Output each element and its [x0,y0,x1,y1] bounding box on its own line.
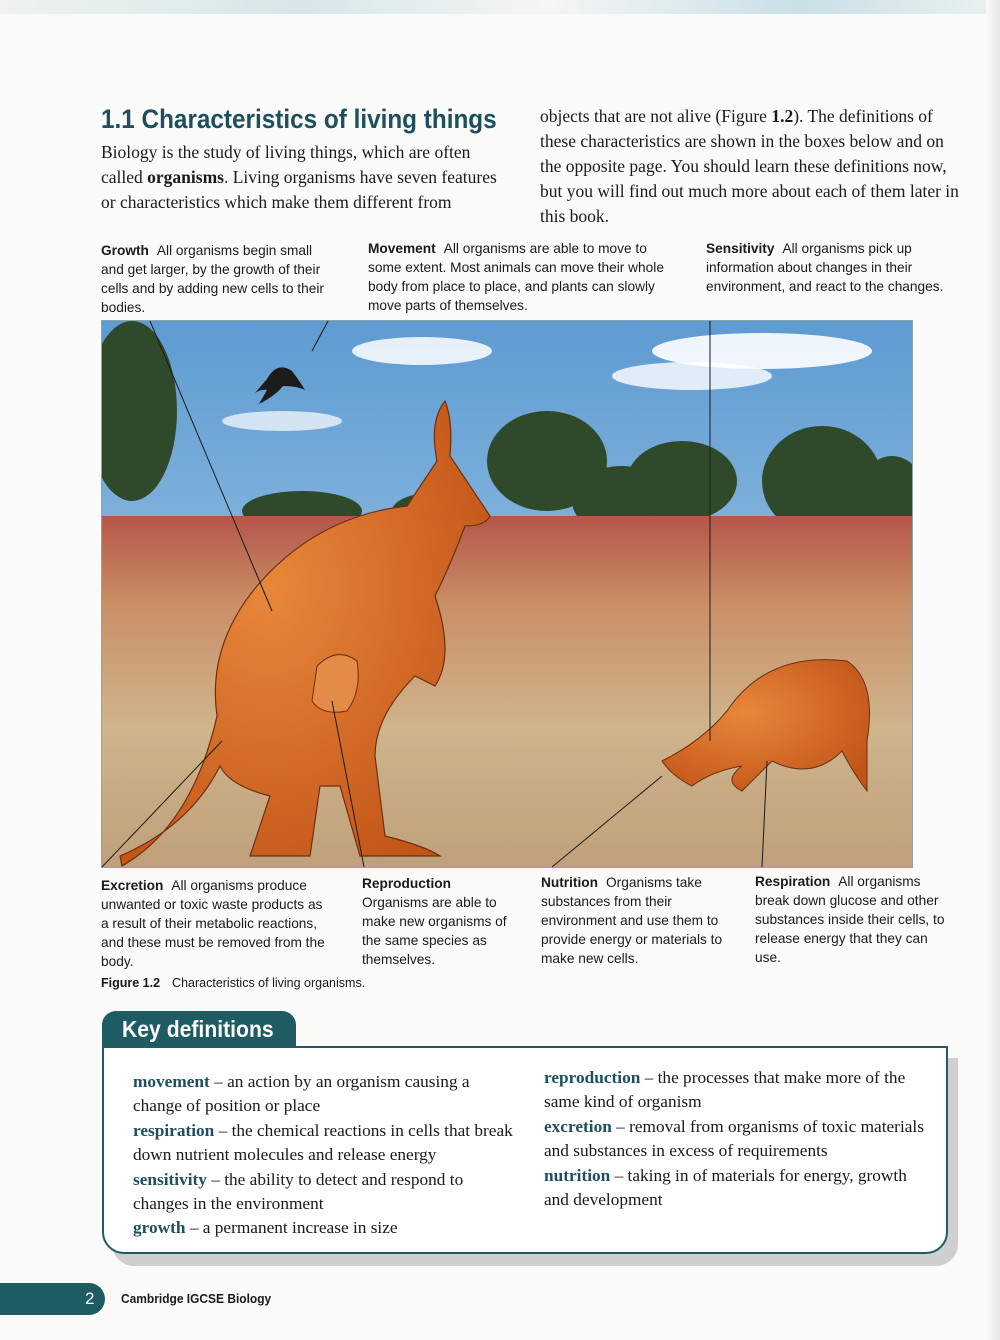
intro-text-cont: . Living organisms have seven features or characteristics which make them different from [101,167,497,212]
figure-caption [101,976,365,990]
characteristic-text: All organisms are able to move to some extent. Most animals can move their whole body from place to place, and plants can slowly move parts of themselves. [368,241,664,313]
characteristic-title: Reproduction [362,876,451,891]
definition-term: growth [133,1218,186,1238]
page-edge [986,0,1000,1340]
cloud [222,411,342,431]
page-number: 2 [85,1289,95,1308]
definition-term: sensitivity [133,1169,207,1189]
definition-text: – an action by an organism causing a change of position or place [133,1072,470,1116]
key-definitions-right-column [544,1066,934,1212]
key-definitions-title: Key definitions [122,1016,274,1042]
characteristic-title: Sensitivity [706,241,775,256]
figure-reference: 1.2 [771,106,794,126]
intro-paragraph-right [540,104,960,229]
definition-term: excretion [544,1116,612,1136]
characteristic-growth [101,241,331,317]
characteristic-text: Organisms take substances from their environment and use them to provide energy or materials to make new cells. [541,875,723,966]
intro-keyword-organisms: organisms [147,167,224,187]
figure-label: Figure 1.2 [101,976,161,990]
kangaroo-scene-illustration [101,320,913,868]
definition-text: – removal from organisms of toxic materials and substances in excess of requirements [544,1116,924,1161]
characteristic-title: Respiration [755,874,831,889]
definition-term: nutrition [544,1165,611,1185]
definition-entry [544,1164,934,1213]
top-decorative-band [0,0,1000,14]
characteristic-title: Growth [101,243,149,258]
definition-term: movement [133,1072,210,1091]
characteristic-title: Movement [368,241,436,256]
definition-text: – the ability to detect and respond to changes in the environment [133,1169,464,1214]
characteristic-excretion [101,876,326,971]
cloud [612,362,772,390]
characteristic-title: Nutrition [541,875,599,890]
intro-text-cont: ). The definitions of these characteristics are shown in the boxes below and on the opposite page. You should learn these definitions now, but you will find out much more about each of them later in this book. [540,106,959,226]
definition-entry [544,1115,934,1164]
characteristic-nutrition [541,873,741,968]
definition-entry [133,1119,513,1168]
intro-text: Biology is the study of living things, which are often called [101,142,471,187]
definition-text: – taking in of materials for energy, growth and development [544,1165,907,1210]
section-heading: 1.1 Characteristics of living things [101,104,497,134]
definition-text: – the chemical reactions in cells that break down nutrient molecules and release energy [133,1120,513,1165]
definition-term: respiration [133,1120,215,1140]
characteristic-text: All organisms break down glucose and other substances inside their cells, to release energy that they can use. [755,874,945,965]
characteristic-text: Organisms are able to make new organisms of the same species as themselves. [362,895,507,967]
definition-entry [544,1066,934,1115]
definition-text: – the processes that make more of the same kind of organism [544,1068,906,1112]
figure-caption-text: Characteristics of living organisms. [172,976,366,990]
characteristic-title: Excretion [101,878,164,893]
characteristic-text: All organisms pick up information about changes in their environment, and react to the changes. [706,241,944,294]
key-definitions-left-column [133,1070,513,1241]
intro-text: objects that are not alive (Figure [540,106,772,126]
characteristic-reproduction [362,874,512,969]
definition-entry [133,1216,513,1240]
cloud [352,337,492,365]
characteristic-respiration [755,872,955,967]
characteristic-movement [368,239,673,315]
page-number-tab [0,1283,105,1315]
definition-text: – a permanent increase in size [185,1218,398,1238]
running-footer: Cambridge IGCSE Biology [121,1291,272,1306]
characteristic-text: All organisms begin small and get larger, by the growth of their cells and by adding new cells to their bodies. [101,243,324,315]
definition-term: reproduction [544,1068,641,1087]
definition-entry [133,1168,513,1217]
characteristic-sensitivity [706,239,946,296]
intro-paragraph-left [101,140,513,215]
definition-entry [133,1070,513,1119]
characteristic-text: All organisms produce unwanted or toxic waste products as a result of their metabolic reactions, and these must be removed from the body. [101,878,325,969]
